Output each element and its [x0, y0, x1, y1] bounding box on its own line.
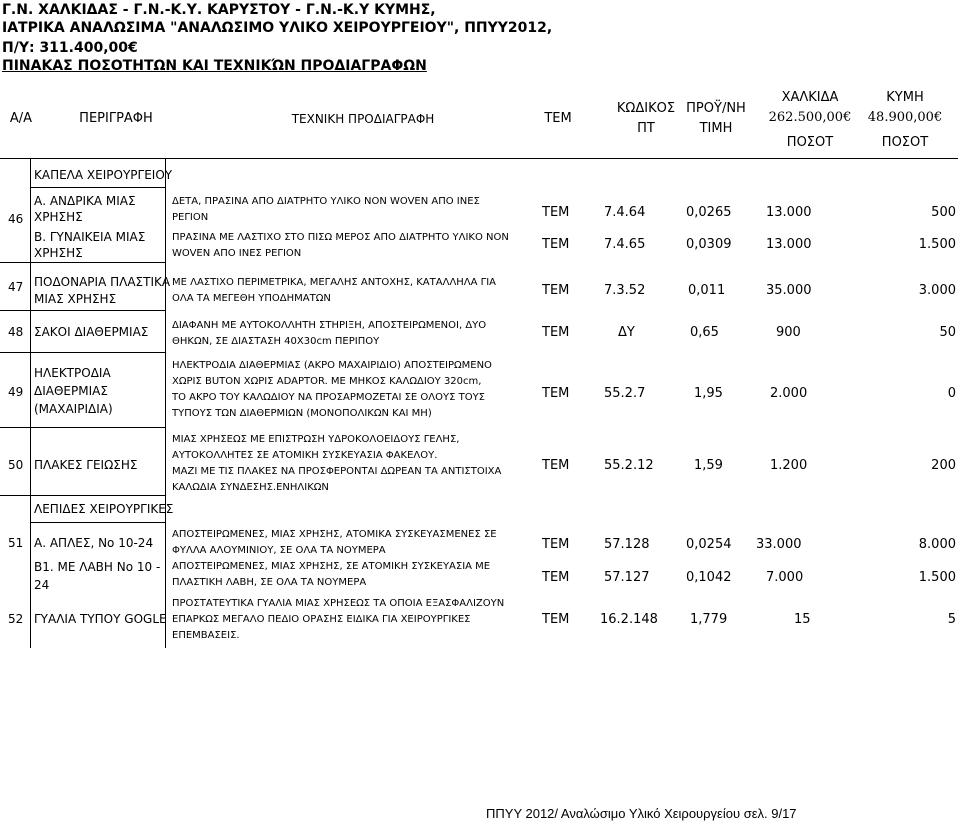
row-46b-code: 7.4.65	[604, 237, 646, 252]
row-52-code: 16.2.148	[600, 612, 658, 627]
col-header-kymi-name: ΚΥΜΗ	[886, 90, 924, 105]
row-52-spec-l3: ΕΠΕΜΒΑΣΕΙΣ.	[172, 630, 240, 641]
row-52-spec-l1: ΠΡΟΣΤΑΤΕΥΤΙΚΑ ΓΥΑΛΙΑ ΜΙΑΣ ΧΡΗΣΕΩΣ ΤΑ ΟΠΟΙΑ ΕΞΑΣΦΑΛΙΖΟΥΝ	[172, 598, 505, 609]
table-col-divider-2	[165, 158, 166, 648]
row-46a-desc-l1: Α. ΑΝΔΡΙΚΑ ΜΙΑΣ	[34, 194, 136, 208]
row-49-price: 1,95	[694, 386, 723, 401]
row-52-price: 1,779	[690, 612, 728, 627]
row-47-desc-l1: ΠΟΔΟΝΑΡΙΑ ΠΛΑΣΤΙΚΑ	[34, 275, 171, 289]
row-47-desc-l2: ΜΙΑΣ ΧΡΗΣΗΣ	[34, 292, 117, 306]
col-header-code-l2: ΠΤ	[637, 121, 655, 136]
row-46b-price: 0,0309	[686, 237, 732, 252]
row-48-unit: ΤΕΜ	[542, 325, 570, 340]
row-49-desc-l1: ΗΛΕΚΤΡΟΔΙΑ	[34, 366, 111, 380]
row-48-spec-l1: ΔΙΑΦΑΝΗ ΜΕ ΑΥΤΟΚΟΛΛΗΤΗ ΣΤΗΡΙΞΗ, ΑΠΟΣΤΕΙΡΩΜΕΝΟΙ, ΔΥΟ	[172, 320, 487, 331]
row-51a-code: 57.128	[604, 537, 650, 552]
row-51b-price: 0,1042	[686, 570, 732, 585]
row-48-code: ΔΥ	[618, 325, 635, 340]
row-46a-kymi: 500	[931, 205, 956, 220]
row-50-aa: 50	[8, 458, 24, 472]
row-51a-unit: ΤΕΜ	[542, 537, 570, 552]
row-51b-unit: ΤΕΜ	[542, 570, 570, 585]
col-header-code-l1: ΚΩΔΙΚΟΣ	[616, 101, 676, 116]
row-49-kymi: 0	[947, 386, 956, 401]
row-47-chalkida: 35.000	[766, 283, 812, 298]
row-47-aa: 47	[8, 280, 24, 294]
row-50-unit: ΤΕΜ	[542, 458, 570, 473]
row-46a-price: 0,0265	[686, 205, 732, 220]
group-divider-kapela	[30, 187, 165, 188]
col-header-spec: ΤΕΧΝΙΚΗ ΠΡΟΔΙΑΓΡΑΦΗ	[291, 112, 435, 126]
row-52-aa: 52	[8, 612, 24, 626]
row-49-spec-l3: ΤΟ ΑΚΡΟ ΤΟΥ ΚΑΛΩΔΙΟΥ ΝΑ ΠΡΟΣΑΡΜΟΖΕΤΑΙ ΣΕ ΟΛΟΥΣ ΤΟΥΣ	[172, 392, 485, 403]
row-49-aa: 49	[8, 385, 24, 399]
row-49-chalkida: 2.000	[770, 386, 808, 401]
col-header-chalkida-budget: 262.500,00€	[768, 110, 852, 125]
row-52-desc: ΓΥΑΛΙΑ ΤΥΠΟΥ GOGLE	[34, 612, 167, 626]
row-50-desc: ΠΛΑΚΕΣ ΓΕΙΩΣΗΣ	[34, 458, 138, 472]
row-51a-spec-l1: ΑΠΟΣΤΕΙΡΩΜΕΝΕΣ, ΜΙΑΣ ΧΡΗΣΗΣ, ΑΤΟΜΙΚΑ ΣΥΣΚΕΥΑΣΜΕΝΕΣ ΣΕ	[172, 529, 497, 540]
row-51a-desc: Α. ΑΠΛΕΣ, Νο 10-24	[34, 536, 154, 550]
row-50-spec-l3: ΜΑΖΙ ΜΕ ΤΙΣ ΠΛΑΚΕΣ ΝΑ ΠΡΟΣΦΕΡΟΝΤΑΙ ΔΩΡΕΑΝ ΤΑ ΑΝΤΙΣΤΟΙΧΑ	[172, 466, 502, 477]
row-46b-spec-l2: WOVEN ΑΠΟ ΙΝΕΣ ΡΕΓΙΟΝ	[172, 248, 302, 259]
row-52-unit: ΤΕΜ	[542, 612, 570, 627]
row-48-spec-l2: ΘΗΚΩΝ, ΣΕ ΔΙΑΣΤΑΣΗ 40Χ30cm ΠΕΡΙΠΟΥ	[172, 336, 380, 347]
row-50-chalkida: 1.200	[770, 458, 808, 473]
row-46b-chalkida: 13.000	[766, 237, 812, 252]
row-47-unit: ΤΕΜ	[542, 283, 570, 298]
row-50-code: 55.2.12	[604, 458, 654, 473]
row-divider-48	[0, 352, 165, 353]
group-divider-lepides	[30, 522, 165, 523]
row-46a-unit: ΤΕΜ	[542, 205, 570, 220]
row-51-aa: 51	[8, 536, 24, 550]
col-header-chalkida-qty: ΠΟΣΟΤ	[786, 135, 834, 150]
row-51b-spec-l1: ΑΠΟΣΤΕΙΡΩΜΕΝΕΣ, ΜΙΑΣ ΧΡΗΣΗΣ, ΣΕ ΑΤΟΜΙΚΗ ΣΥΣΚΕΥΑΣΙΑ ΜΕ	[172, 561, 491, 572]
doc-table-title: ΠΙΝΑΚΑΣ ΠΟΣΟΤΗΤΩΝ ΚΑΙ ΤΕΧΝΙΚΏΝ ΠΡΟΔΙΑΓΡΑΦΩΝ	[2, 58, 427, 74]
row-46a-chalkida: 13.000	[766, 205, 812, 220]
row-52-chalkida: 15	[794, 612, 811, 627]
row-46a-spec-l1: ΔΕΤΑ, ΠΡΑΣΙΝΑ ΑΠΟ ΔΙΑΤΡΗΤΟ ΥΛΙΚΟ ΝΟΝ WOVEN ΑΠΟ ΙΝΕΣ	[172, 196, 480, 207]
row-46b-unit: ΤΕΜ	[542, 237, 570, 252]
row-52-spec-l2: ΕΠΑΡΚΩΣ ΜΕΓΑΛΟ ΠΕΔΙΟ ΟΡΑΣΗΣ ΕΙΔΙΚΑ ΓΙΑ ΧΕΙΡΟΥΡΓΙΚΕΣ	[172, 614, 471, 625]
row-48-price: 0,65	[690, 325, 719, 340]
row-49-spec-l1: ΗΛΕΚΤΡΟΔΙΑ ΔΙΑΘΕΡΜΙΑΣ (ΑΚΡΟ ΜΑΧΑΙΡΙΔΙΟ) ΑΠΟΣΤΕΙΡΩΜΕΝΟ	[172, 360, 492, 371]
row-50-spec-l1: ΜΙΑΣ ΧΡΗΣΕΩΣ ΜΕ ΕΠΙΣΤΡΩΣΗ ΥΔΡΟΚΟΛΟΕΙΔΟΥΣ ΓΕΛΗΣ,	[172, 434, 460, 445]
page-footer: ΠΠΥΥ 2012/ Αναλώσιμο Υλικό Χειρουργείου σελ. 9/17	[486, 806, 797, 821]
row-51b-spec-l2: ΠΛΑΣΤΙΚΗ ΛΑΒΗ, ΣΕ ΟΛΑ ΤΑ ΝΟΥΜΕΡΑ	[172, 577, 367, 588]
col-header-chalkida-name: ΧΑΛΚΙΔΑ	[781, 90, 839, 105]
row-51b-chalkida: 7.000	[766, 570, 804, 585]
table-col-divider-1	[30, 158, 31, 648]
row-48-desc: ΣΑΚΟΙ ΔΙΑΘΕΡΜΙΑΣ	[34, 325, 149, 339]
row-51a-kymi: 8.000	[918, 537, 956, 552]
row-51a-price: 0,0254	[686, 537, 732, 552]
col-header-kymi-budget: 48.900,00€	[867, 110, 943, 125]
row-50-price: 1,59	[694, 458, 723, 473]
group-label-lepides: ΛΕΠΙΔΕΣ ΧΕΙΡΟΥΡΓΙΚΕΣ	[34, 502, 174, 516]
row-47-code: 7.3.52	[604, 283, 646, 298]
row-46b-desc-l1: Β. ΓΥΝΑΙΚΕΙΑ ΜΙΑΣ	[34, 230, 146, 244]
row-48-kymi: 50	[939, 325, 956, 340]
row-46b-desc-l2: ΧΡΗΣΗΣ	[34, 246, 83, 260]
row-50-spec-l2: ΑΥΤΟΚΟΛΛΗΤΕΣ ΣΕ ΑΤΟΜΙΚΗ ΣΥΣΚΕΥΑΣΙΑ ΦΑΚΕΛΟΥ.	[172, 450, 438, 461]
row-divider-47	[0, 310, 165, 311]
row-51b-code: 57.127	[604, 570, 650, 585]
row-46a-desc-l2: ΧΡΗΣΗΣ	[34, 210, 83, 224]
row-52-kymi: 5	[947, 612, 956, 627]
row-49-code: 55.2.7	[604, 386, 646, 401]
col-header-kymi-qty: ΠΟΣΟΤ	[881, 135, 929, 150]
row-47-spec-l1: ΜΕ ΛΑΣΤΙΧΟ ΠΕΡΙΜΕΤΡΙΚΑ, ΜΕΓΑΛΗΣ ΑΝΤΟΧΗΣ, ΚΑΤΑΛΛΗΛΑ ΓΙΑ	[172, 277, 497, 288]
row-47-kymi: 3.000	[918, 283, 956, 298]
col-header-price-l2: ΤΙΜΗ	[699, 121, 733, 136]
row-divider-46	[0, 262, 165, 263]
row-48-chalkida: 900	[776, 325, 801, 340]
row-51b-desc-l2: 24	[34, 578, 50, 592]
row-49-unit: ΤΕΜ	[542, 386, 570, 401]
row-46a-spec-l2: ΡΕΓΙΟΝ	[172, 212, 209, 223]
row-49-spec-l4: ΤΥΠΟΥΣ ΤΩΝ ΔΙΑΘΕΡΜΙΩΝ (ΜΟΝΟΠΟΛΙΚΩΝ ΚΑΙ ΜΗ)	[172, 408, 432, 419]
row-46b-spec-l1: ΠΡΑΣΙΝΑ ΜΕ ΛΑΣΤΙΧΟ ΣΤΟ ΠΙΣΩ ΜΕΡΟΣ ΑΠΟ ΔΙΑΤΡΗΤΟ ΥΛΙΚΟ ΝΟΝ	[172, 232, 509, 243]
row-46b-kymi: 1.500	[918, 237, 956, 252]
row-51b-kymi: 1.500	[918, 570, 956, 585]
row-50-kymi: 200	[931, 458, 956, 473]
row-49-spec-l2: ΧΩΡΙΣ ΒUTON ΧΩΡΙΣ ADAPTOR. ΜΕ ΜΗΚΟΣ ΚΑΛΩΔΙΟΥ 320cm,	[172, 376, 482, 387]
doc-title-line-1: Γ.Ν. ΧΑΛΚΙΔΑΣ - Γ.Ν.-Κ.Υ. ΚΑΡΥΣΤΟΥ - Γ.Ν.-Κ.Υ ΚΥΜΗΣ,	[2, 2, 436, 18]
row-51a-chalkida: 33.000	[756, 537, 802, 552]
doc-budget-line: Π/Υ: 311.400,00€	[2, 40, 138, 56]
row-49-desc-l2: ΔΙΑΘΕΡΜΙΑΣ	[34, 384, 108, 398]
group-label-kapela: ΚΑΠΕΛΑ ΧΕΙΡΟΥΡΓΕΙΟΥ	[34, 168, 173, 182]
row-divider-49	[0, 427, 165, 428]
row-46a-code: 7.4.64	[604, 205, 646, 220]
col-header-unit: ΤΕΜ	[544, 111, 572, 126]
table-header-divider	[0, 158, 958, 159]
col-header-aa: Α/Α	[9, 111, 33, 126]
row-49-desc-l3: (ΜΑΧΑΙΡΙΔΙΑ)	[34, 402, 113, 416]
row-51b-desc-l1: Β1. ΜΕ ΛΑΒΗ Νο 10 -	[34, 560, 161, 574]
doc-title-line-2: ΙΑΤΡΙΚΑ ΑΝΑΛΩΣΙΜΑ "ΑΝΑΛΩΣΙΜΟ ΥΛΙΚΟ ΧΕΙΡΟΥΡΓΕΙΟΥ", ΠΠΥΥ2012,	[2, 20, 553, 36]
row-48-aa: 48	[8, 325, 24, 339]
row-47-price: 0,011	[688, 283, 726, 298]
row-51a-spec-l2: ΦΥΛΛΑ ΑΛΟΥΜΙΝΙΟΥ, ΣΕ ΟΛΑ ΤΑ ΝΟΥΜΕΡΑ	[172, 545, 386, 556]
row-50-spec-l4: ΚΑΛΩΔΙΑ ΣΥΝΔΕΣΗΣ.ΕΝΗΛΙΚΩΝ	[172, 482, 329, 493]
col-header-price-l1: ΠΡΟΫ/ΝΗ	[686, 101, 746, 116]
col-header-description: ΠΕΡΙΓΡΑΦΗ	[79, 111, 153, 126]
row-47-spec-l2: ΟΛΑ ΤΑ ΜΕΓΕΘΗ ΥΠΟΔΗΜΑΤΩΝ	[172, 293, 331, 304]
row-46-aa: 46	[8, 212, 24, 226]
row-divider-50	[0, 495, 165, 496]
